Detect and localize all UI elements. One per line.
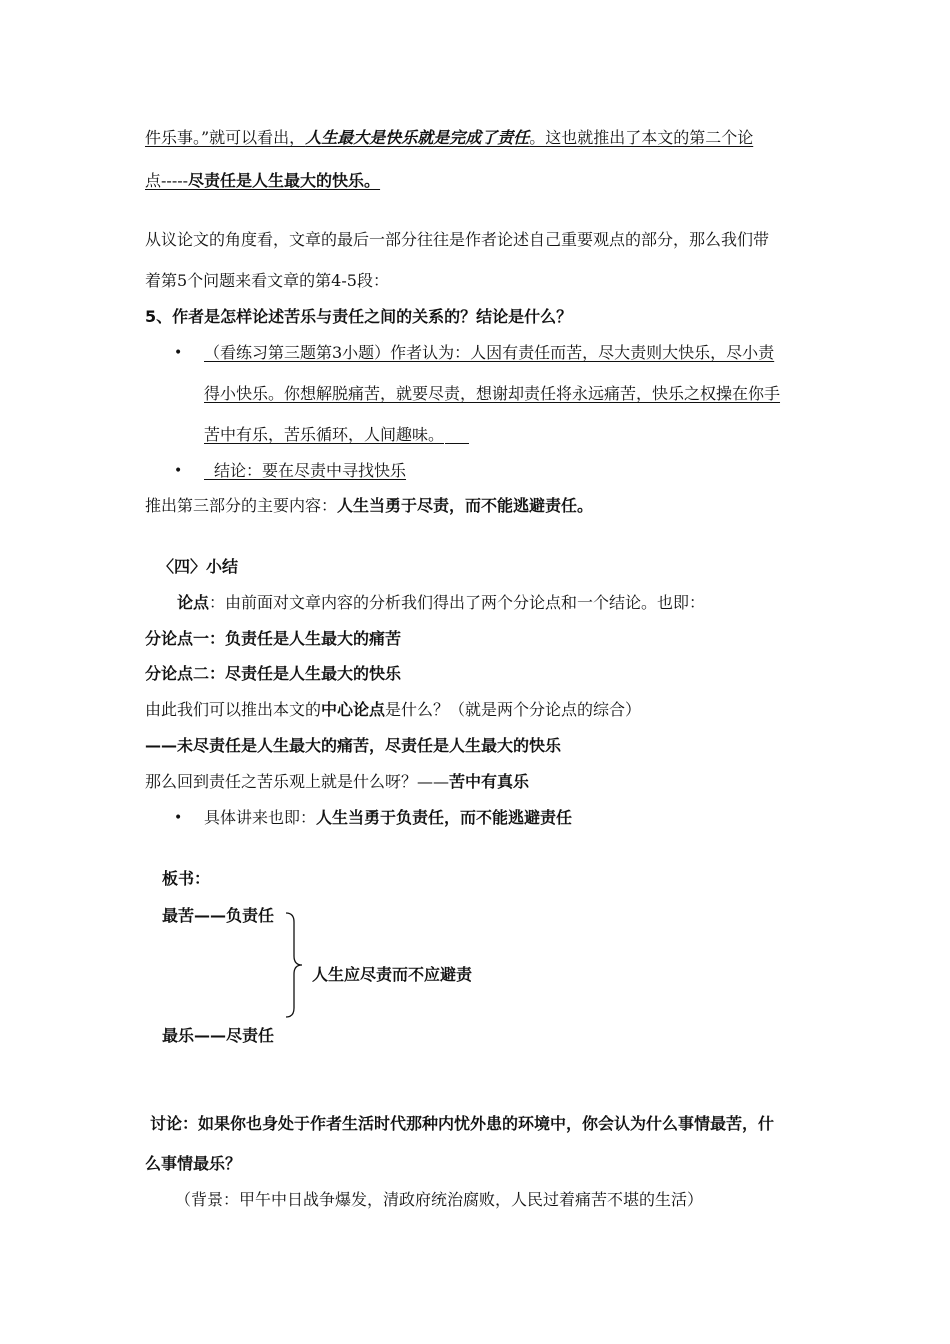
back-answer: 苦中有真乐 <box>449 772 530 791</box>
part3-summary <box>145 496 593 516</box>
part3-summary-content: 人生当勇于尽责，而不能逃避责任。 <box>337 496 594 515</box>
para1-dashes: 点----- <box>145 171 189 190</box>
curly-brace-icon <box>282 912 306 1018</box>
back-question <box>145 772 529 792</box>
board-top: 最苦——负责任 <box>162 906 275 925</box>
bullet-icon: • <box>174 810 183 826</box>
part3-summary-label: 推出第三部分的主要内容： <box>145 496 338 515</box>
board-title: 板书： <box>162 869 211 888</box>
central-term: 中心论点 <box>321 700 386 719</box>
discussion-background: （背景：甲午中日战争爆发，清政府统治腐败，人民过着痛苦不堪的生活） <box>175 1190 704 1209</box>
bullet-icon: • <box>174 345 183 361</box>
underline-extension <box>445 443 469 444</box>
bullet1-line2: 得小快乐。你想解脱痛苦，就要尽责，想谢却责任将永远痛苦，快乐之权操在你手 <box>204 384 781 403</box>
specific-line <box>204 808 572 828</box>
central-question-a: 由此我们可以推出本文的 <box>145 700 322 719</box>
para1-text-a: 件乐事。”就可以看出， <box>145 128 306 147</box>
central-answer: ——未尽责任是人生最大的痛苦，尽责任是人生最大的快乐 <box>145 736 562 755</box>
board-bottom: 最乐——尽责任 <box>162 1026 275 1045</box>
sub-point-1: 分论点一：负责任是人生最大的痛苦 <box>145 629 402 648</box>
para1-line1 <box>145 128 753 148</box>
discussion-line1: 讨论：如果你也身处于作者生活时代那种内忧外患的环境中，你会认为什么事情最苦，什 <box>150 1114 775 1133</box>
para1-point: 尽责任是人生最大的快乐。 <box>188 171 381 190</box>
para2-line2: 着第5个问题来看文章的第4-5段： <box>145 271 389 290</box>
board-conclusion: 人生应尽责而不应避责 <box>312 965 473 984</box>
para1-emphasis: 人生最大是快乐就是完成了责任 <box>305 128 530 147</box>
bullet2-conclusion: 结论：要在尽责中寻找快乐 <box>214 461 407 480</box>
specific-content: 人生当勇于负责任，而不能逃避责任 <box>316 808 573 827</box>
bullet1-line1: （看练习第三题第3小题）作者认为：人因有责任而苦，尽大责则大快乐，尽小责 <box>204 343 775 362</box>
specific-label: 具体讲来也即： <box>204 808 317 827</box>
para1-line2 <box>145 171 380 191</box>
central-question <box>145 700 641 720</box>
section4-title: 〈四〉小结 <box>158 557 239 576</box>
lundian-label: 论点 <box>177 593 210 612</box>
sub-point-2: 分论点二：尽责任是人生最大的快乐 <box>145 664 402 683</box>
central-question-c: 是什么？（就是两个分论点的综合） <box>385 700 642 719</box>
question5-heading: 5、作者是怎样论述苦乐与责任之间的关系的？结论是什么？ <box>145 307 573 326</box>
para1-text-c: 。这也就推出了本文的第二个论 <box>529 128 754 147</box>
underline-lead <box>204 479 214 480</box>
lundian-text: ：由前面对文章内容的分析我们得出了两个分论点和一个结论。也即： <box>209 593 706 612</box>
discussion-line2: 么事情最乐？ <box>145 1154 242 1173</box>
back-question-text: 那么回到责任之苦乐观上就是什么呀？—— <box>145 772 450 791</box>
lundian-line <box>177 593 705 613</box>
bullet-icon: • <box>174 463 183 479</box>
para2-line1: 从议论文的角度看，文章的最后一部分往往是作者论述自己重要观点的部分，那么我们带 <box>145 230 770 249</box>
bullet1-line3: 苦中有乐，苦乐循环，人间趣味。 <box>204 425 445 444</box>
